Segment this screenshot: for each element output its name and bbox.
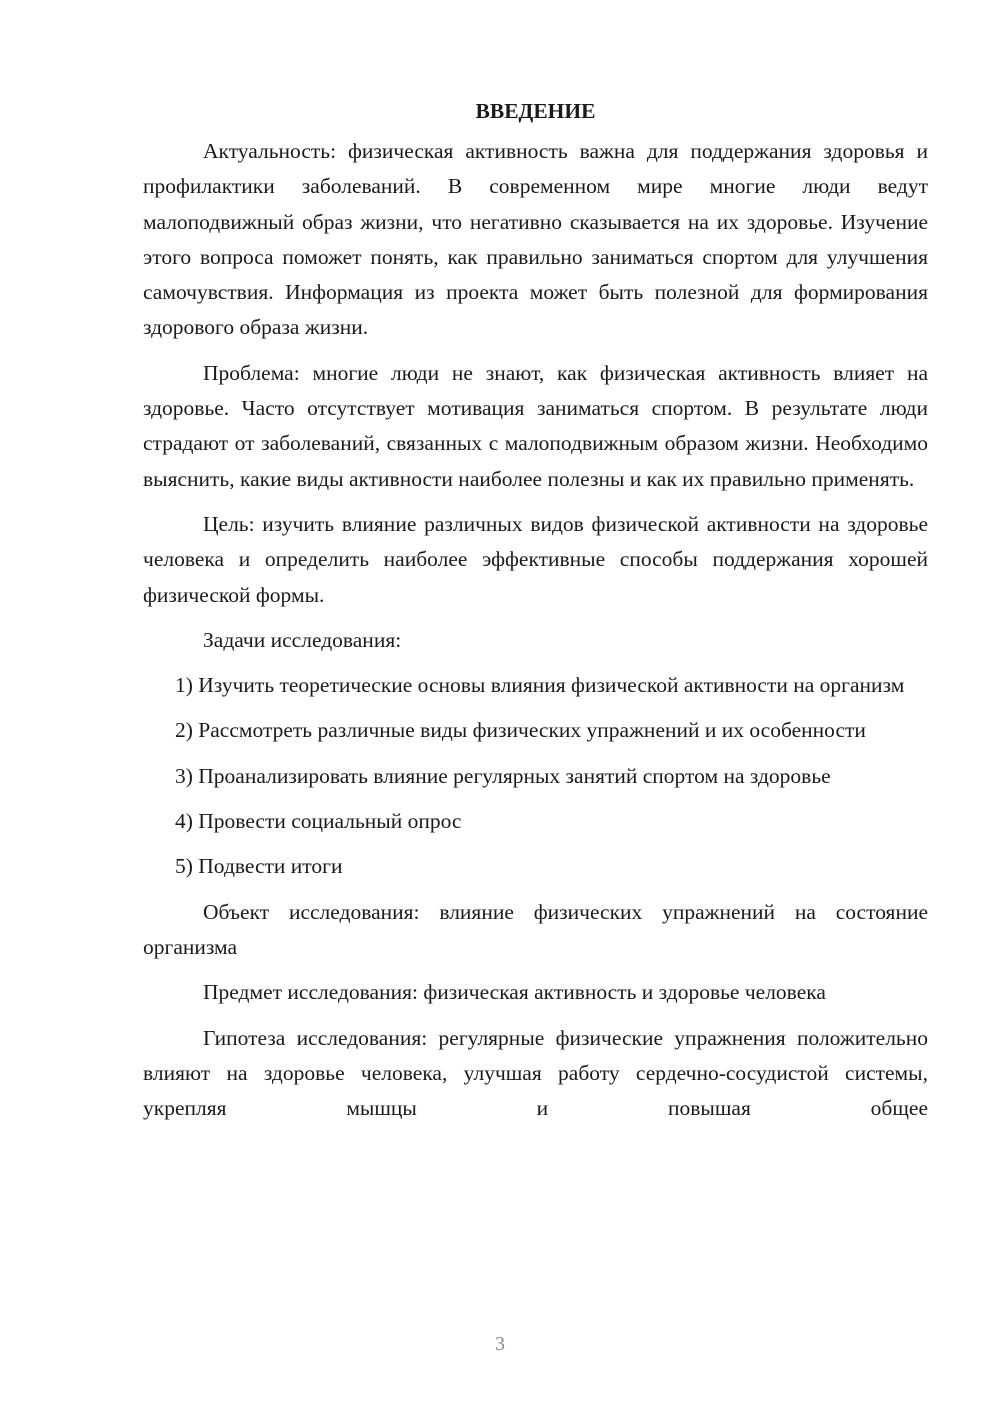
subject-paragraph: Предмет исследования: физическая активность и здоровье человека <box>203 980 826 1005</box>
object-paragraph: Объект исследования: влияние физических упражнений на состояние организма <box>143 899 928 959</box>
task-item-1: 1) Изучить теоретические основы влияния физической активности на организм <box>175 673 905 698</box>
page-number: 3 <box>495 1333 505 1355</box>
document-page <box>143 94 928 1126</box>
task-item-4: 4) Провести социальный опрос <box>175 809 462 834</box>
task-item-3: 3) Проанализировать влияние регулярных занятий спортом на здоровье <box>175 763 831 788</box>
relevance-paragraph: Актуальность: физическая активность важна для поддержания здоровья и профилактики заболеваний. В современном мире многие люди ведут малоподвижный образ жизни, что негативно сказывается на их здоровье. Изучение этого вопроса поможет понять, как правильно заниматься спортом для улучшения самочувствия. Информация из проекта может быть полезной для формирования здорового образа жизни. <box>143 139 928 340</box>
task-item-2: 2) Рассмотреть различные виды физических упражнений и их особенности <box>175 718 866 743</box>
goal-paragraph: Цель: изучить влияние различных видов физической активности на здоровье человека и определить наиболее эффективные способы поддержания хорошей физической формы. <box>143 511 928 607</box>
problem-paragraph: Проблема: многие люди не знают, как физическая активность влияет на здоровье. Часто отсутствует мотивация заниматься спортом. В результате люди страдают от заболеваний, связанных с малоподвижным образом жизни. Необходимо выяснить, какие виды активности наиболее полезны и как их правильно применять. <box>143 360 928 491</box>
hypothesis-paragraph: Гипотеза исследования: регулярные физические упражнения положительно влияют на здоровье человека, улучшая работу сердечно-сосудистой системы, укрепляя мышцы и повышая общее <box>143 1025 928 1121</box>
tasks-title: Задачи исследования: <box>203 627 402 652</box>
page-title: ВВЕДЕНИЕ <box>475 99 596 123</box>
task-item-5: 5) Подвести итоги <box>175 854 343 879</box>
